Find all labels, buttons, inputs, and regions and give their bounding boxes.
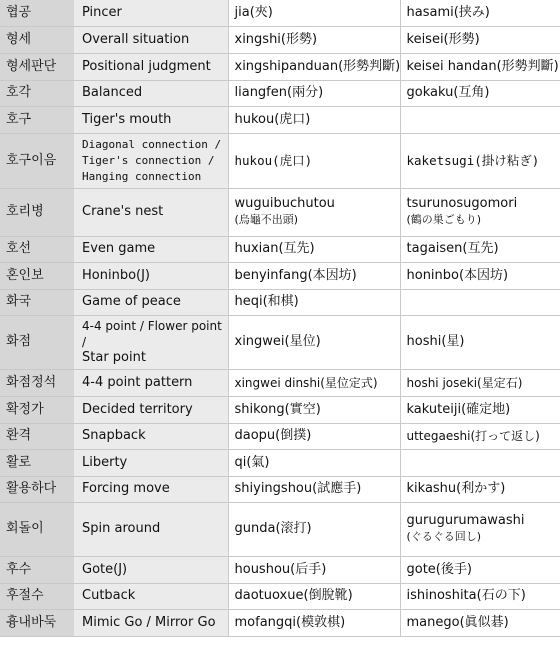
chinese-term-line: wuguibuchutou	[234, 196, 335, 211]
chinese-term: daopu(倒撲)	[228, 423, 400, 449]
table-row	[0, 369, 560, 396]
korean-term: 흉내바둑	[0, 609, 74, 636]
table-row	[0, 133, 560, 188]
korean-term: 호선	[0, 236, 74, 262]
english-term: Mimic Go / Mirror Go	[74, 609, 228, 636]
english-term-line: Star point	[82, 350, 146, 365]
english-term: Honinbo(J)	[74, 262, 228, 289]
japanese-term: honinbo(本因坊)	[400, 262, 560, 289]
korean-term: 호각	[0, 80, 74, 106]
english-term: Gote(J)	[74, 556, 228, 583]
english-term-line: Tiger's connection /	[82, 153, 215, 167]
japanese-term	[400, 289, 560, 315]
table-row	[0, 476, 560, 502]
table-row	[0, 289, 560, 315]
japanese-term	[400, 106, 560, 133]
korean-term: 호구	[0, 106, 74, 133]
japanese-term: kakuteiji(確定地)	[400, 396, 560, 423]
english-term: Decided territory	[74, 396, 228, 423]
chinese-term: xingwei dinshi(星位定式)	[228, 369, 400, 396]
japanese-term: tagaisen(互先)	[400, 236, 560, 262]
table-row	[0, 583, 560, 609]
chinese-term: benyinfang(本因坊)	[228, 262, 400, 289]
korean-term: 회돌이	[0, 502, 74, 556]
japanese-term: hasami(挟み)	[400, 0, 560, 26]
english-term-line: 4-4 point / Flower point /	[82, 319, 222, 349]
japanese-term: uttegaeshi(打って返し)	[400, 423, 560, 449]
chinese-term: shiyingshou(試應手)	[228, 476, 400, 502]
chinese-term: daotuoxue(倒脫靴)	[228, 583, 400, 609]
japanese-term	[400, 449, 560, 476]
table-row	[0, 26, 560, 53]
japanese-term	[400, 502, 560, 556]
chinese-term: jia(夾)	[228, 0, 400, 26]
english-term-line: Hanging connection	[82, 169, 202, 183]
japanese-term-line: (ぐるぐる回し)	[406, 530, 482, 543]
chinese-term: xingshipanduan(形勢判斷)	[228, 53, 400, 80]
table-row	[0, 423, 560, 449]
table-row	[0, 396, 560, 423]
chinese-term: liangfen(兩分)	[228, 80, 400, 106]
korean-term: 환격	[0, 423, 74, 449]
table-row	[0, 236, 560, 262]
japanese-term: manego(眞似碁)	[400, 609, 560, 636]
english-term: Game of peace	[74, 289, 228, 315]
korean-term: 확정가	[0, 396, 74, 423]
table-row	[0, 315, 560, 369]
chinese-term: mofangqi(模敦棋)	[228, 609, 400, 636]
table-row	[0, 502, 560, 556]
english-term: Liberty	[74, 449, 228, 476]
japanese-term: kaketsugi(掛け粘ぎ)	[400, 133, 560, 188]
english-term: Tiger's mouth	[74, 106, 228, 133]
japanese-term-line: gurugurumawashi	[406, 513, 525, 528]
table-row	[0, 556, 560, 583]
english-term: Overall situation	[74, 26, 228, 53]
japanese-term: kikashu(利かす)	[400, 476, 560, 502]
japanese-term: keisei handan(形勢判斷)	[400, 53, 560, 80]
japanese-term	[400, 188, 560, 236]
table-row	[0, 0, 560, 26]
english-term: Even game	[74, 236, 228, 262]
table-row	[0, 609, 560, 636]
korean-term: 형세	[0, 26, 74, 53]
chinese-term: qi(氣)	[228, 449, 400, 476]
japanese-term-line: tsurunosugomori	[406, 196, 518, 211]
japanese-term-line: (鶴の巣ごもり)	[406, 213, 482, 226]
english-term: Snapback	[74, 423, 228, 449]
table-row	[0, 106, 560, 133]
chinese-term: xingwei(星位)	[228, 315, 400, 369]
korean-term: 활용하다	[0, 476, 74, 502]
english-term: Pincer	[74, 0, 228, 26]
japanese-term: gokaku(互角)	[400, 80, 560, 106]
table-row	[0, 262, 560, 289]
chinese-term-line: (烏龜不出頭)	[234, 213, 299, 226]
korean-term: 협공	[0, 0, 74, 26]
korean-term: 화점정석	[0, 369, 74, 396]
chinese-term	[228, 188, 400, 236]
english-term: 4-4 point pattern	[74, 369, 228, 396]
japanese-term: hoshi(星)	[400, 315, 560, 369]
english-term-line: Diagonal connection /	[82, 137, 222, 151]
english-term: Forcing move	[74, 476, 228, 502]
korean-term: 화국	[0, 289, 74, 315]
chinese-term: xingshi(形勢)	[228, 26, 400, 53]
english-term: Crane's nest	[74, 188, 228, 236]
english-term	[74, 133, 228, 188]
table-row	[0, 449, 560, 476]
chinese-term: huxian(互先)	[228, 236, 400, 262]
japanese-term: gote(後手)	[400, 556, 560, 583]
korean-term: 혼인보	[0, 262, 74, 289]
korean-term: 호리병	[0, 188, 74, 236]
chinese-term: hukou(虎口)	[228, 133, 400, 188]
japanese-term: ishinoshita(石の下)	[400, 583, 560, 609]
korean-term: 후절수	[0, 583, 74, 609]
japanese-term: hoshi joseki(星定石)	[400, 369, 560, 396]
chinese-term: gunda(滚打)	[228, 502, 400, 556]
korean-term: 형세판단	[0, 53, 74, 80]
chinese-term: heqi(和棋)	[228, 289, 400, 315]
chinese-term: houshou(后手)	[228, 556, 400, 583]
table-row	[0, 188, 560, 236]
table-row	[0, 80, 560, 106]
english-term: Positional judgment	[74, 53, 228, 80]
korean-term: 후수	[0, 556, 74, 583]
korean-term: 화점	[0, 315, 74, 369]
english-term	[74, 315, 228, 369]
chinese-term: hukou(虎口)	[228, 106, 400, 133]
korean-term: 호구이음	[0, 133, 74, 188]
japanese-term: keisei(形勢)	[400, 26, 560, 53]
english-term: Spin around	[74, 502, 228, 556]
english-term: Balanced	[74, 80, 228, 106]
korean-term: 활로	[0, 449, 74, 476]
english-term: Cutback	[74, 583, 228, 609]
chinese-term: shikong(實空)	[228, 396, 400, 423]
table-row	[0, 53, 560, 80]
